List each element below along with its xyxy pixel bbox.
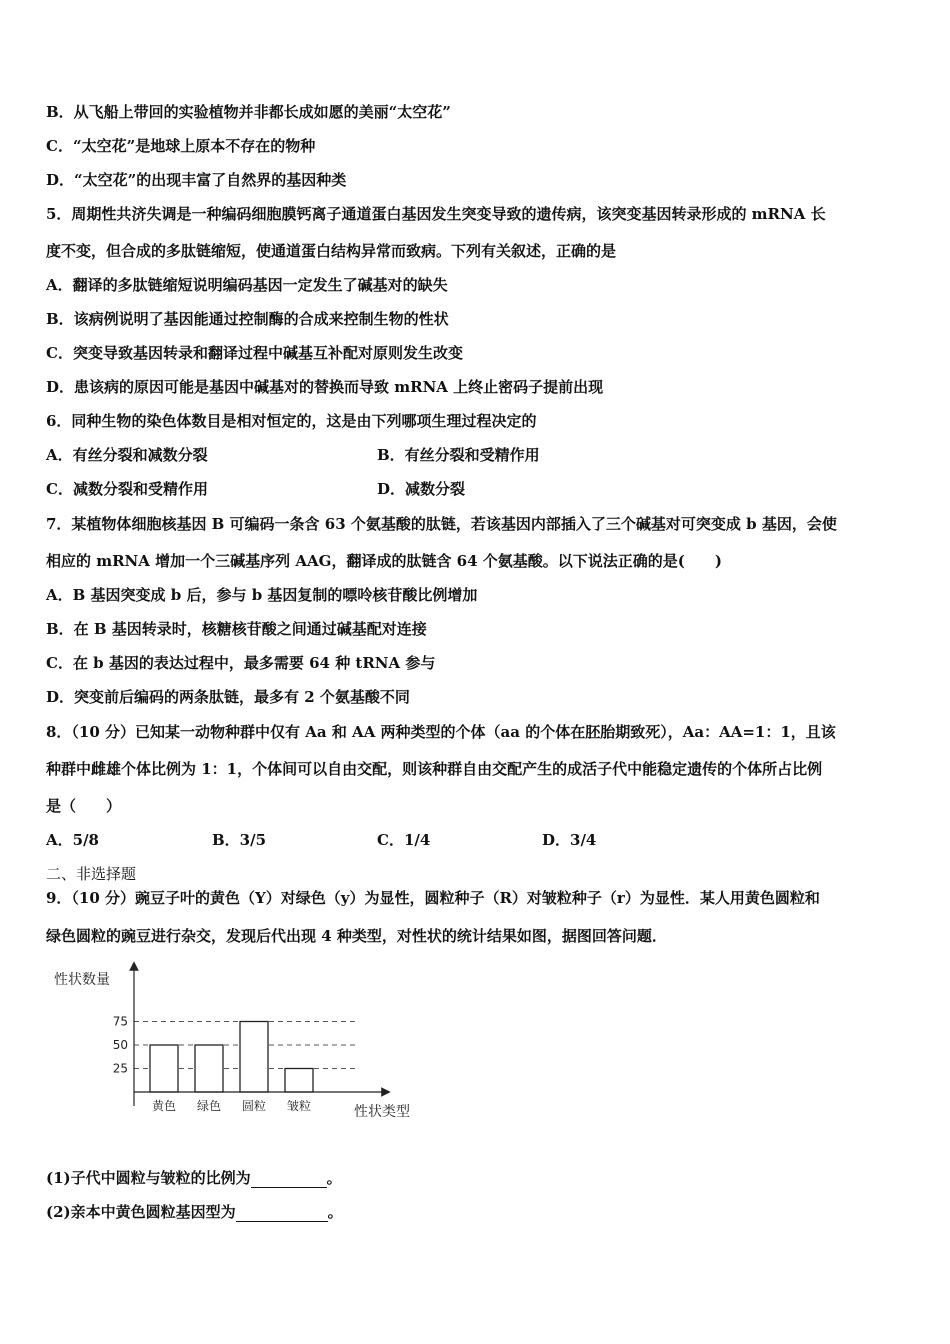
bar-2 [240, 1022, 268, 1093]
question-7-stem-line2: 相应的 mRNA 增加一个三碱基序列 AAG，翻译成的肽链含 64 个氨基酸。以下说法正确的是( ) [46, 552, 722, 570]
question-4-option-d: D．“太空花”的出现丰富了自然界的基因种类 [46, 171, 347, 189]
question-5-option-a: A．翻译的多肽链缩短说明编码基因一定发生了碱基对的缺失 [46, 276, 448, 294]
question-8-option-c: C．1/4 [377, 831, 431, 849]
question-9-part1: (1)子代中圆粒与皱粒的比例为 。 [46, 1169, 342, 1187]
question-5-option-c: C．突变导致基因转录和翻译过程中碱基互补配对原则发生改变 [46, 344, 463, 362]
question-8-option-a: A．5/8 [46, 831, 99, 849]
question-5-option-d: D．患该病的原因可能是基因中碱基对的替换而导致 mRNA 上终止密码子提前出现 [46, 378, 604, 396]
question-9-stem-line1: 9．（10 分）豌豆子叶的黄色（Y）对绿色（y）为显性，圆粒种子（R）对皱粒种子（r）为显性．某人用黄色圆粒和 [46, 889, 820, 907]
answer-blank-2[interactable] [236, 1205, 328, 1222]
question-6-stem: 6．同种生物的染色体数目是相对恒定的，这是由下列哪项生理过程决定的 [46, 412, 537, 430]
question-8-option-b: B．3/5 [212, 831, 267, 849]
question-7-option-b: B．在 B 基因转录时，核糖核苷酸之间通过碱基配对连接 [46, 620, 427, 638]
bar-1 [195, 1045, 223, 1092]
question-6-option-a: A．有丝分裂和减数分裂 [46, 446, 208, 464]
question-6-option-d: D．减数分裂 [377, 480, 466, 498]
question-9-stem-line2: 绿色圆粒的豌豆进行杂交，发现后代出现 4 种类型，对性状的统计结果如图，据图回答问题． [46, 927, 667, 945]
question-7-option-c: C．在 b 基因的表达过程中，最多需要 64 种 tRNA 参与 [46, 654, 436, 672]
section-heading: 二、非选择题 [46, 865, 137, 883]
category-label: 皱粒 [286, 1099, 312, 1113]
question-7-stem-line1: 7．某植物体细胞核基因 B 可编码一条含 63 个氨基酸的肽链，若该基因内部插入了三个碱基对可突变成 b 基因，会使 [46, 515, 837, 533]
bar-0 [150, 1045, 178, 1092]
x-axis-label: 性状类型 [354, 1104, 410, 1120]
question-5-stem-line2: 度不变，但合成的多肽链缩短，使通道蛋白结构异常而致病。下列有关叙述，正确的是 [46, 242, 617, 260]
question-8-option-d: D．3/4 [542, 831, 597, 849]
question-9-part2: (2)亲本中黄色圆粒基因型为 。 [46, 1203, 343, 1221]
question-5-option-b: B．该病例说明了基因能通过控制酶的合成来控制生物的性状 [46, 310, 449, 328]
question-7-option-d: D．突变前后编码的两条肽链，最多有 2 个氨基酸不同 [46, 688, 410, 706]
y-tick-label: 25 [112, 1061, 128, 1076]
answer-blank-1[interactable] [251, 1171, 327, 1188]
question-6-option-c: C．减数分裂和受精作用 [46, 480, 208, 498]
question-5-stem-line1: 5．周期性共济失调是一种编码细胞膜钙离子通道蛋白基因发生突变导致的遗传病，该突变基因转录形成的 mRNA 长 [46, 205, 826, 223]
y-tick-label: 50 [112, 1038, 128, 1052]
bar-3 [285, 1069, 313, 1093]
question-8-stem-line2: 种群中雌雄个体比例为 1：1，个体间可以自由交配，则该种群自由交配产生的成活子代中能稳定遗传的个体所占比例 [46, 760, 823, 778]
question-8-stem-line3: 是（ ） [46, 797, 122, 815]
y-axis-label: 性状数量 [54, 972, 110, 988]
question-8-stem-line1: 8．（10 分）已知某一动物种群中仅有 Aa 和 AA 两种类型的个体（aa 的个体在胚胎期致死），Aa：AA=1：1，且该 [46, 723, 836, 741]
category-label: 黄色 [151, 1099, 177, 1113]
trait-bar-chart [46, 960, 426, 1130]
question-4-option-c: C．“太空花”是地球上原本不存在的物种 [46, 137, 316, 155]
question-6-option-b: B．有丝分裂和受精作用 [377, 446, 540, 464]
category-label: 绿色 [196, 1099, 222, 1113]
question-7-option-a: A．B 基因突变成 b 后，参与 b 基因复制的嘌呤核苷酸比例增加 [46, 586, 478, 604]
category-label: 圆粒 [241, 1099, 267, 1113]
y-tick-label: 75 [112, 1014, 128, 1029]
question-4-option-b: B．从飞船上带回的实验植物并非都长成如愿的美丽“太空花” [46, 103, 451, 121]
